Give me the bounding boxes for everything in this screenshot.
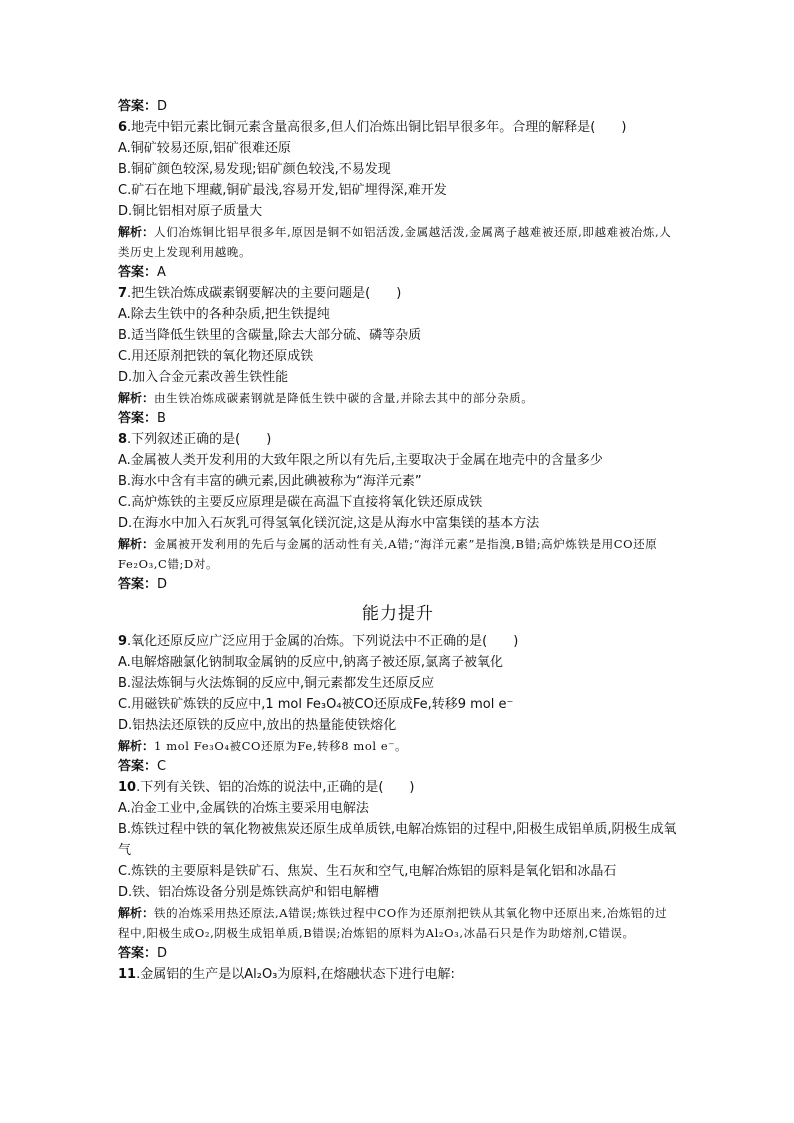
explanation: [118, 534, 678, 574]
question-text: .把生铁冶炼成碳素钢要解决的主要问题是( ): [127, 286, 402, 301]
explanation: [118, 388, 678, 408]
answer-value: D: [157, 99, 168, 114]
question-stem: [118, 117, 678, 138]
answer-option: B.湿法炼铜与火法炼铜的反应中,铜元素都发生还原反应: [118, 676, 435, 691]
answer-line: [118, 574, 678, 595]
answer-option: B.炼铁过程中铁的氧化物被焦炭还原生成单质铁,电解冶炼铝的过程中,阳极生成铝单质,阴极生成氧气: [118, 822, 677, 858]
explanation-text: 金属被开发利用的先后与金属的活动性有关,A错;“海洋元素”是指溴,B错;高炉炼铁是用CO还原Fe₂O₃,C错;D对。: [118, 537, 658, 571]
question-number: 6: [118, 120, 128, 135]
answer-line: [118, 262, 678, 283]
question-stem: [118, 777, 678, 798]
section-title: 能力提升: [362, 604, 434, 624]
answer-line: [118, 943, 678, 964]
explanation: [118, 736, 678, 756]
question-text: .下列叙述正确的是( ): [127, 432, 272, 447]
answer-label: 答案：: [118, 759, 158, 774]
worksheet-page: [118, 96, 678, 985]
answer-option: B.铜矿颜色较深,易发现;铝矿颜色较浅,不易发现: [118, 162, 391, 177]
question-number: 11: [118, 967, 137, 982]
answer-option: C.炼铁的主要原料是铁矿石、焦炭、生石灰和空气,电解冶炼铝的原料是氧化铝和冰晶石: [118, 864, 617, 879]
explanation-label: 解析：: [118, 225, 155, 239]
question-text: .氧化还原反应广泛应用于金属的冶炼。下列说法中不正确的是( ): [127, 634, 519, 649]
explanation-text: 人们冶炼铜比铝早很多年,原因是铜不如铝活泼,金属越活泼,金属离子越难被还原,即越难被冶炼,人类历史上发现利用越晚。: [118, 225, 672, 259]
answer-label: 答案：: [118, 577, 158, 592]
question-number: 7: [118, 286, 128, 301]
explanation-label: 解析：: [118, 906, 155, 920]
answer-line: [118, 756, 678, 777]
answer-option: C.高炉炼铁的主要反应原理是碳在高温下直接将氧化铁还原成铁: [118, 495, 483, 510]
question-number: 9: [118, 634, 128, 649]
question-stem: [118, 283, 678, 304]
answer-option: C.矿石在地下埋藏,铜矿最浅,容易开发,铝矿埋得深,难开发: [118, 183, 447, 198]
explanation-text: 铁的冶炼采用热还原法,A错误;炼铁过程中CO作为还原剂把铁从其氧化物中还原出来,冶炼铝的过程中,阳极生成O₂,阴极生成铝单质,B错误;冶炼铝的原料为Al₂O₃,冰晶石只是作为助熔剂,C错误。: [118, 906, 668, 940]
answer-option: C.用磁铁矿炼铁的反应中,1 mol Fe₃O₄被CO还原成Fe,转移9 mol e⁻: [118, 697, 514, 712]
explanation-text: 由生铁冶炼成碳素钢就是降低生铁中碳的含量,并除去其中的部分杂质。: [154, 391, 534, 405]
answer-label: 答案：: [118, 411, 158, 426]
explanation-label: 解析：: [118, 391, 155, 405]
explanation: [118, 903, 678, 943]
question-text: .地壳中铝元素比铜元素含量高很多,但人们冶炼出铜比铝早很多年。合理的解释是( ): [127, 120, 627, 135]
explanation-label: 解析：: [118, 739, 155, 753]
answer-value: D: [157, 577, 168, 592]
answer-option: A.金属被人类开发利用的大致年限之所以有先后,主要取决于金属在地壳中的含量多少: [118, 453, 603, 468]
answer-option: A.铜矿较易还原,铝矿很难还原: [118, 141, 291, 156]
answer-option: B.海水中含有丰富的碘元素,因此碘被称为“海洋元素”: [118, 474, 422, 489]
answer-value: C: [157, 759, 167, 774]
answer-option: A.电解熔融氯化钠制取金属钠的反应中,钠离子被还原,氯离子被氧化: [118, 655, 504, 670]
answer-option: A.冶金工业中,金属铁的冶炼主要采用电解法: [118, 801, 369, 816]
question-number: 10: [118, 780, 137, 795]
answer-label: 答案：: [118, 946, 158, 961]
answer-value: D: [157, 946, 168, 961]
answer-option: D.在海水中加入石灰乳可得氢氧化镁沉淀,这是从海水中富集镁的基本方法: [118, 516, 540, 531]
question-stem: [118, 964, 678, 985]
answer-value: A: [157, 265, 166, 280]
answer-line: [118, 96, 678, 117]
answer-option: D.铜比铝相对原子质量大: [118, 204, 263, 219]
answer-line: [118, 408, 678, 429]
answer-value: B: [157, 411, 166, 426]
answer-label: 答案：: [118, 99, 158, 114]
question-text: .下列有关铁、铝的冶炼的说法中,正确的是( ): [136, 780, 415, 795]
answer-option: B.适当降低生铁里的含碳量,除去大部分硫、磷等杂质: [118, 328, 422, 343]
explanation-text: 1 mol Fe₃O₄被CO还原为Fe,转移8 mol e⁻。: [154, 739, 408, 753]
question-number: 8: [118, 432, 128, 447]
question-stem: [118, 631, 678, 652]
answer-label: 答案：: [118, 265, 158, 280]
answer-option: D.加入合金元素改善生铁性能: [118, 370, 289, 385]
question-text: .金属铝的生产是以Al₂O₃为原料,在熔融状态下进行电解:: [136, 967, 455, 982]
answer-option: A.除去生铁中的各种杂质,把生铁提纯: [118, 307, 330, 322]
answer-option: D.铝热法还原铁的反应中,放出的热量能使铁熔化: [118, 718, 397, 733]
explanation: [118, 222, 678, 262]
question-stem: [118, 429, 678, 450]
answer-option: D.铁、铝冶炼设备分别是炼铁高炉和铝电解槽: [118, 885, 380, 900]
answer-option: C.用还原剂把铁的氧化物还原成铁: [118, 349, 314, 364]
explanation-label: 解析：: [118, 537, 155, 551]
